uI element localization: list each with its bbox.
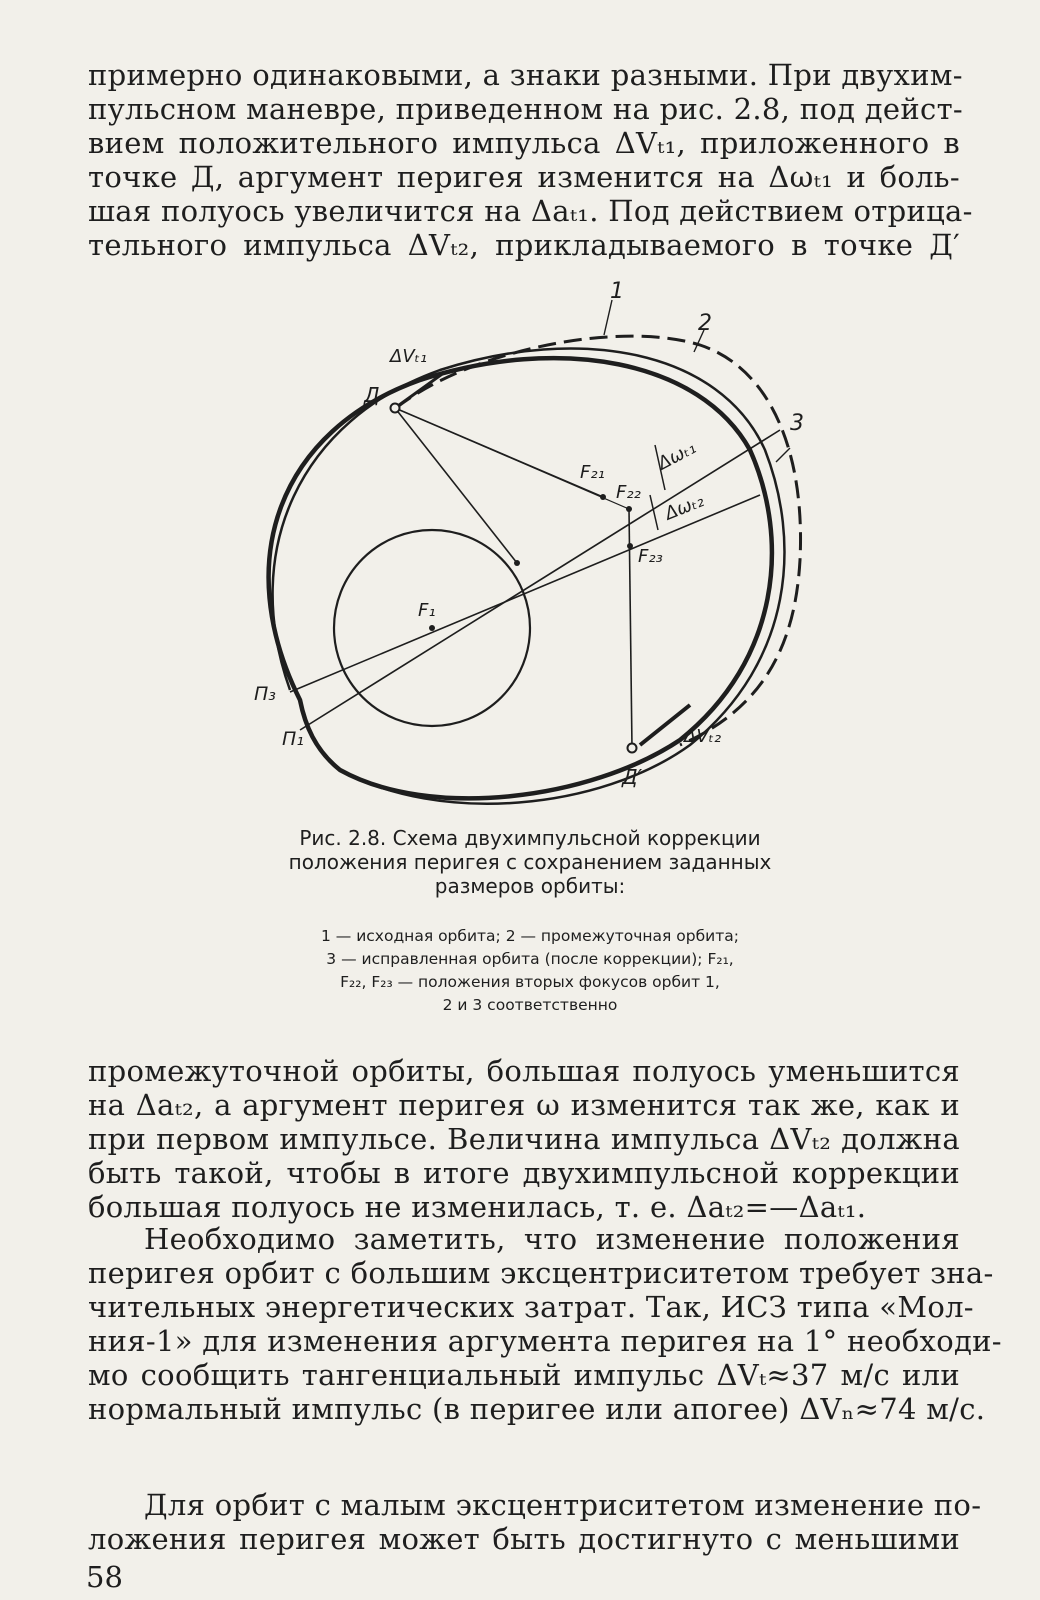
figure-caption [230, 826, 830, 898]
text-line: Необходимо заметить, что изменение положения [144, 1222, 960, 1256]
caption-line: размеров орбиты: [434, 874, 626, 898]
paragraph-4 [88, 1488, 982, 1556]
label-orbit-2: 2 [698, 311, 712, 336]
point-f22 [626, 506, 632, 512]
text-line: пульсном маневре, приведенном на рис. 2.8, под дейст- [88, 92, 964, 126]
point-f23 [627, 543, 633, 549]
label-orbit-1: 1 [610, 279, 624, 304]
paragraph-3 [88, 1222, 1002, 1426]
text-line: мо сообщить тангенциальный импульс ΔVₜ≈37 м/с или [88, 1358, 960, 1392]
label-point-d: Д [364, 383, 380, 407]
label-dw1: Δωₜ₁ [654, 437, 700, 475]
text-line: нормальный импульс (в перигее или апогее) ΔVₙ≈74 м/с. [88, 1392, 986, 1426]
label-f1: F₁ [418, 600, 436, 621]
label-f22: F₂₂ [616, 482, 641, 503]
angle-arrow-2 [650, 495, 658, 530]
label-p1: П₁ [282, 728, 304, 750]
legend-line: 1 — исходная орбита; 2 — промежуточная орбита; [321, 927, 739, 945]
leader-3 [776, 448, 790, 462]
text-line: Для орбит с малым эксцентриситетом изменение по- [144, 1488, 982, 1522]
leader-1 [604, 300, 612, 335]
point-d2 [628, 744, 637, 753]
text-line: быть такой, чтобы в итоге двухимпульсной коррекции [88, 1156, 960, 1190]
text-line: промежуточной орбиты, большая полуось уменьшится [88, 1054, 960, 1088]
line-d-f22 [395, 408, 629, 509]
legend-line: 2 и 3 соответственно [442, 996, 618, 1014]
text-line: ния-1» для изменения аргумента перигея на 1° необходи- [88, 1324, 1002, 1358]
apse-line-2 [290, 495, 760, 692]
text-line: ложения перигея может быть достигнуто с меньшими [88, 1522, 960, 1556]
text-line: шая полуось увеличится на Δaₜ₁. Под действием отрица- [88, 194, 973, 228]
label-dw2: Δωₜ₂ [662, 490, 707, 525]
line-d-mid [395, 408, 517, 563]
text-line: перигея орбит с большим эксцентриситетом требует зна- [88, 1256, 994, 1290]
text-line: примерно одинаковыми, а знаки разными. При двухим- [88, 58, 963, 92]
caption-line: Рис. 2.8. Схема двухимпульсной коррекции [299, 826, 761, 850]
text-line: тельного импульса ΔVₜ₂, прикладываемого в точке Д′ [88, 228, 960, 262]
label-dv2: ΔVₜ₂ [684, 726, 722, 747]
page-number: 58 [86, 1560, 123, 1594]
text-line: при первом импульсе. Величина импульса ΔVₜ₂ должна [88, 1122, 960, 1156]
text-line: на Δaₜ₂, а аргумент перигея ω изменится так же, как и [88, 1088, 960, 1122]
apse-line-1 [300, 430, 780, 730]
label-p3: П₃ [254, 683, 276, 705]
paragraph-2 [88, 1054, 960, 1224]
point-mid [514, 560, 520, 566]
legend-line: F₂₂, F₂₃ — положения вторых фокусов орбит 1, [340, 973, 720, 991]
caption-line: положения перигея с сохранением заданных [288, 850, 772, 874]
text-line: чительных энергетических затрат. Так, ИСЗ типа «Мол- [88, 1290, 974, 1324]
label-f21: F₂₁ [580, 462, 605, 483]
text-line: вием положительного импульса ΔVₜ₁, приложенного в [88, 126, 960, 160]
legend-line: 3 — исправленная орбита (после коррекции); F₂₁, [326, 950, 734, 968]
point-d [391, 404, 400, 413]
label-f23: F₂₃ [638, 546, 663, 567]
label-dv1: ΔVₜ₁ [390, 346, 428, 367]
point-f1 [429, 625, 435, 631]
text-line: точке Д, аргумент перигея изменится на Δωₜ₁ и боль- [88, 160, 960, 194]
label-orbit-3: 3 [790, 411, 804, 436]
label-point-d2: Д′ [622, 765, 643, 789]
orbit-2-curve [396, 336, 801, 745]
figure-legend [240, 925, 820, 1017]
text-line: большая полуось не изменилась, т. е. Δaₜ₂=—Δaₜ₁. [88, 1190, 867, 1224]
point-f21 [600, 494, 606, 500]
